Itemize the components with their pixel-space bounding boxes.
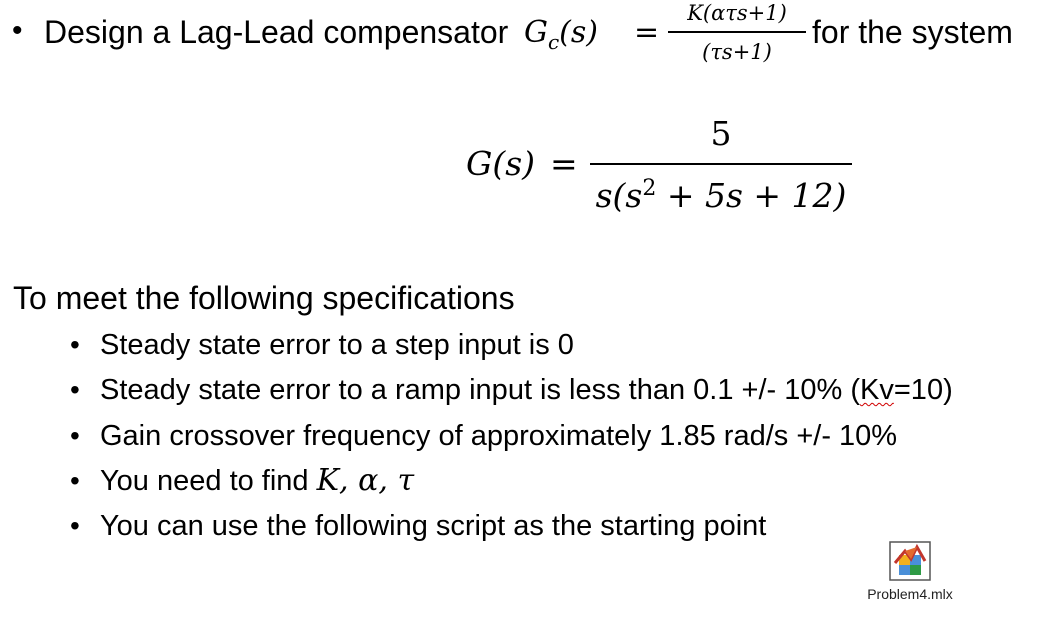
header-bullet: • <box>12 14 23 47</box>
header-tail: for the system <box>812 14 1013 50</box>
plant-fraction-bar <box>590 163 852 165</box>
compensator-equals: = <box>634 15 660 50</box>
file-icon-graphic <box>889 541 931 581</box>
plant-denominator-exponent: 2 <box>642 176 657 201</box>
spec-ramp-kv: Kv <box>860 374 894 406</box>
spec-bullet: • <box>70 420 80 451</box>
spec-ramp-text-end: =10) <box>893 374 953 406</box>
plant-numerator: 5 <box>710 114 732 153</box>
spec-item-script: You can use the following script as the starting point <box>100 510 767 542</box>
spec-bullet: • <box>70 465 80 496</box>
plant-lhs: G(s) <box>466 144 536 183</box>
specifications-heading: To meet the following specifications <box>13 280 515 316</box>
compensator-denominator: (τs+1) <box>702 40 772 64</box>
spec-ramp-text: Steady state error to a ramp input is less than 0.1 +/- 10% ( <box>100 374 861 406</box>
attachment-filename[interactable]: Problem4.mlx <box>867 586 953 602</box>
header-text: Design a Lag-Lead compensator <box>44 14 509 50</box>
compensator-symbol: $G_c(s)$ <box>524 15 598 54</box>
matlab-live-script-icon[interactable] <box>889 541 931 581</box>
spec-item-ramp-error <box>100 368 953 412</box>
spec-item-step-error: Steady state error to a step input is 0 <box>100 329 574 361</box>
plant-equals: = <box>550 144 578 183</box>
plant-denominator-pre: s(s <box>595 176 643 215</box>
compensator-fraction-bar <box>668 31 806 33</box>
plant-denominator-post: + 5s + 12) <box>656 176 847 215</box>
spec-find-text: You need to find <box>100 465 317 497</box>
spec-bullet: • <box>70 374 80 405</box>
compensator-numerator: K(ατs+1) <box>687 1 787 25</box>
spec-item-find-params <box>100 459 414 503</box>
plant-denominator <box>590 166 852 219</box>
spec-bullet: • <box>70 510 80 541</box>
spec-item-crossover: Gain crossover frequency of approximately 1.85 rad/s +/- 10% <box>100 420 898 452</box>
spec-bullet: • <box>70 329 80 360</box>
compensator-lhs <box>524 10 598 65</box>
spec-find-symbols: K, α, τ <box>316 463 415 498</box>
